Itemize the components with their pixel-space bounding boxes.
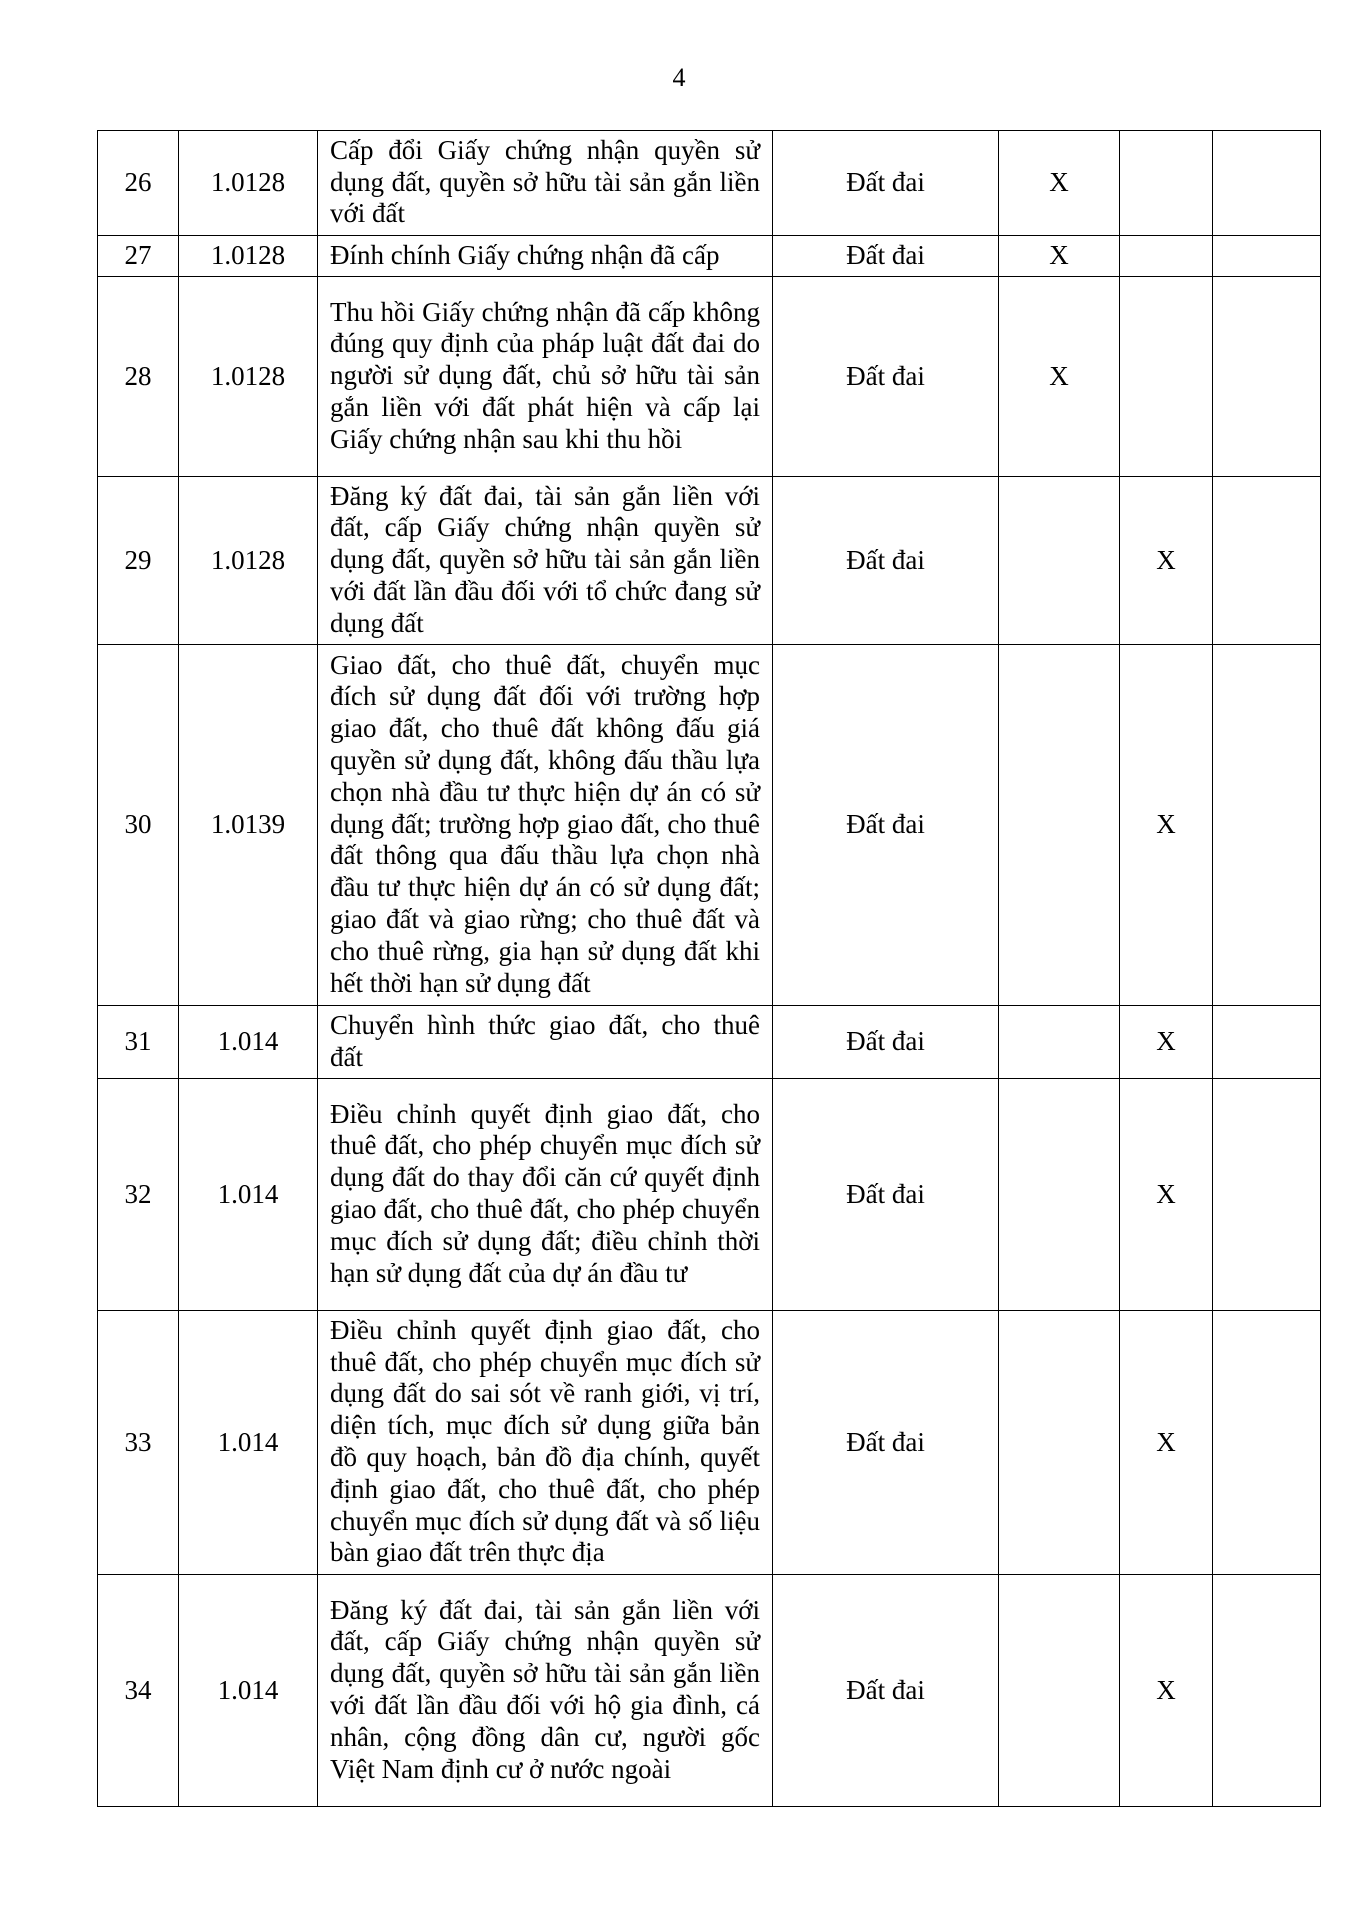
procedure-code: 1.0139 bbox=[179, 645, 318, 1006]
table-row bbox=[98, 277, 1321, 477]
row-number: 30 bbox=[98, 645, 179, 1006]
table-row bbox=[98, 645, 1321, 1006]
procedure-field: Đất đai bbox=[773, 477, 999, 645]
mark-column-c bbox=[1213, 477, 1321, 645]
row-number: 26 bbox=[98, 131, 179, 236]
mark-column-a: X bbox=[999, 131, 1120, 236]
mark-column-b: X bbox=[1120, 1575, 1213, 1807]
procedure-field: Đất đai bbox=[773, 277, 999, 477]
table-row bbox=[98, 1079, 1321, 1311]
table-row bbox=[98, 131, 1321, 236]
mark-column-b: X bbox=[1120, 645, 1213, 1006]
table-row bbox=[98, 236, 1321, 277]
mark-column-b: X bbox=[1120, 1079, 1213, 1311]
table-row bbox=[98, 1575, 1321, 1807]
procedure-field: Đất đai bbox=[773, 1079, 999, 1311]
procedures-table-body bbox=[98, 131, 1321, 1807]
procedure-name: Đăng ký đất đai, tài sản gắn liền với đất, cấp Giấy chứng nhận quyền sử dụng đất, quyền sở hữu tài sản gắn liền với đất lần đầu đối với tổ chức đang sử dụng đất bbox=[318, 477, 773, 645]
mark-column-c bbox=[1213, 645, 1321, 1006]
mark-column-a bbox=[999, 645, 1120, 1006]
mark-column-a: X bbox=[999, 236, 1120, 277]
mark-column-c bbox=[1213, 236, 1321, 277]
procedure-code: 1.0128 bbox=[179, 131, 318, 236]
procedure-code: 1.014 bbox=[179, 1006, 318, 1079]
mark-column-b: X bbox=[1120, 477, 1213, 645]
procedure-field: Đất đai bbox=[773, 1311, 999, 1575]
mark-column-a: X bbox=[999, 277, 1120, 477]
row-number: 28 bbox=[98, 277, 179, 477]
mark-column-c bbox=[1213, 131, 1321, 236]
mark-column-c bbox=[1213, 1575, 1321, 1807]
procedure-code: 1.0128 bbox=[179, 236, 318, 277]
mark-column-a bbox=[999, 477, 1120, 645]
row-number: 33 bbox=[98, 1311, 179, 1575]
procedure-field: Đất đai bbox=[773, 236, 999, 277]
procedure-code: 1.0128 bbox=[179, 277, 318, 477]
mark-column-a bbox=[999, 1079, 1120, 1311]
procedure-code: 1.014 bbox=[179, 1575, 318, 1807]
procedure-code: 1.014 bbox=[179, 1079, 318, 1311]
procedures-table bbox=[97, 130, 1321, 1807]
procedure-name: Chuyển hình thức giao đất, cho thuê đất bbox=[318, 1006, 773, 1079]
row-number: 31 bbox=[98, 1006, 179, 1079]
mark-column-b: X bbox=[1120, 1006, 1213, 1079]
row-number: 32 bbox=[98, 1079, 179, 1311]
procedure-name: Điều chỉnh quyết định giao đất, cho thuê đất, cho phép chuyển mục đích sử dụng đất do sai sót về ranh giới, vị trí, diện tích, mục đích sử dụng giữa bản đồ quy hoạch, bản đồ địa chính, quyết định giao đất, cho thuê đất, cho phép chuyển mục đích sử dụng đất và số liệu bàn giao đất trên thực địa bbox=[318, 1311, 773, 1575]
mark-column-b bbox=[1120, 131, 1213, 236]
mark-column-a bbox=[999, 1006, 1120, 1079]
mark-column-b bbox=[1120, 236, 1213, 277]
mark-column-c bbox=[1213, 1079, 1321, 1311]
procedure-name: Điều chỉnh quyết định giao đất, cho thuê đất, cho phép chuyển mục đích sử dụng đất do thay đổi căn cứ quyết định giao đất, cho thuê đất, cho phép chuyển mục đích sử dụng đất; điều chỉnh thời hạn sử dụng đất của dự án đầu tư bbox=[318, 1079, 773, 1311]
procedure-field: Đất đai bbox=[773, 1006, 999, 1079]
procedure-name: Đính chính Giấy chứng nhận đã cấp bbox=[318, 236, 773, 277]
procedure-field: Đất đai bbox=[773, 645, 999, 1006]
procedure-code: 1.0128 bbox=[179, 477, 318, 645]
procedure-name: Đăng ký đất đai, tài sản gắn liền với đất, cấp Giấy chứng nhận quyền sử dụng đất, quyền sở hữu tài sản gắn liền với đất lần đầu đối với hộ gia đình, cá nhân, cộng đồng dân cư, người gốc Việt Nam định cư ở nước ngoài bbox=[318, 1575, 773, 1807]
procedure-name: Thu hồi Giấy chứng nhận đã cấp không đúng quy định của pháp luật đất đai do người sử dụng đất, chủ sở hữu tài sản gắn liền với đất phát hiện và cấp lại Giấy chứng nhận sau khi thu hồi bbox=[318, 277, 773, 477]
procedure-field: Đất đai bbox=[773, 1575, 999, 1807]
procedure-code: 1.014 bbox=[179, 1311, 318, 1575]
mark-column-c bbox=[1213, 1311, 1321, 1575]
page-number: 4 bbox=[672, 63, 686, 92]
row-number: 27 bbox=[98, 236, 179, 277]
row-number: 29 bbox=[98, 477, 179, 645]
procedure-field: Đất đai bbox=[773, 131, 999, 236]
mark-column-b bbox=[1120, 277, 1213, 477]
table-row bbox=[98, 1311, 1321, 1575]
table-row bbox=[98, 1006, 1321, 1079]
mark-column-c bbox=[1213, 277, 1321, 477]
mark-column-a bbox=[999, 1575, 1120, 1807]
procedure-name: Cấp đổi Giấy chứng nhận quyền sử dụng đất, quyền sở hữu tài sản gắn liền với đất bbox=[318, 131, 773, 236]
procedure-name: Giao đất, cho thuê đất, chuyển mục đích sử dụng đất đối với trường hợp giao đất, cho thuê đất không đấu giá quyền sử dụng đất, không đấu thầu lựa chọn nhà đầu tư thực hiện dự án có sử dụng đất; trường hợp giao đất, cho thuê đất thông qua đấu thầu lựa chọn nhà đầu tư thực hiện dự án có sử dụng đất; giao đất và giao rừng; cho thuê đất và cho thuê rừng, gia hạn sử dụng đất khi hết thời hạn sử dụng đất bbox=[318, 645, 773, 1006]
mark-column-c bbox=[1213, 1006, 1321, 1079]
mark-column-b: X bbox=[1120, 1311, 1213, 1575]
table-row bbox=[98, 477, 1321, 645]
mark-column-a bbox=[999, 1311, 1120, 1575]
row-number: 34 bbox=[98, 1575, 179, 1807]
